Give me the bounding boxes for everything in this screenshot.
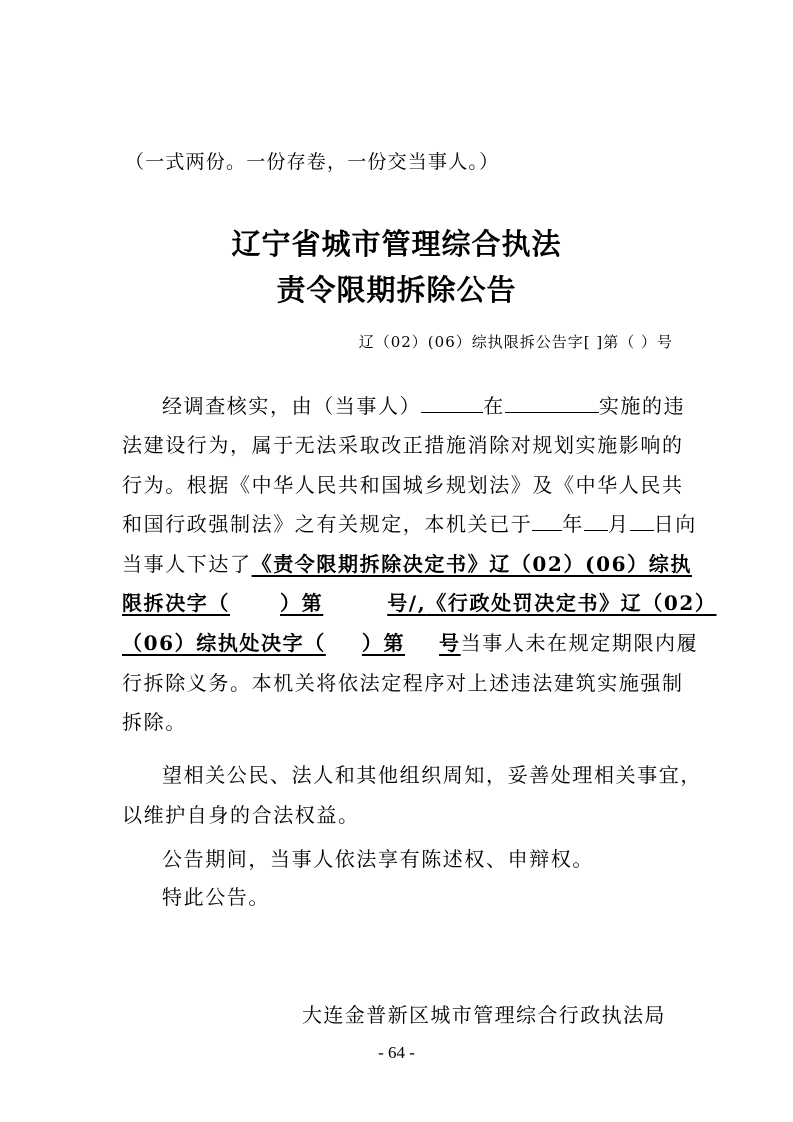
- body-line-4: 和国行政强制法》之有关规定，本机关已于 年 月 日向: [122, 508, 697, 537]
- year-blank: [532, 509, 562, 531]
- body-line-8: 行拆除义务。本机关将依法定程序对上述违法建筑实施强制: [122, 671, 684, 695]
- month-blank: [584, 509, 608, 531]
- body-line-6: 限拆决字（ ）第 号/,《行政处罚决定书》辽（02）: [122, 591, 717, 615]
- body-line-5: 当事人下达了《责令限期拆除决定书》辽（02）(06）综执: [122, 552, 692, 576]
- location-blank: [505, 391, 599, 413]
- paragraph-2-line-2: 以维护自身的合法权益。: [122, 803, 360, 827]
- body-line-9: 拆除。: [122, 710, 187, 734]
- page-number: - 64 -: [378, 1043, 415, 1062]
- day-blank: [630, 509, 654, 531]
- body-line-3: 行为。根据《中华人民共和国城乡规划法》及《中华人民共: [122, 473, 684, 497]
- paragraph-2-line-1: 望相关公民、法人和其他组织周知，妥善处理相关事宜，: [162, 763, 702, 787]
- document-title-line-1: 辽宁省城市管理综合执法: [231, 227, 562, 261]
- document-title-line-2: 责令限期拆除公告: [276, 273, 517, 307]
- document-number: 辽（02）(06）综执限拆公告字[ ]第（ ）号: [358, 333, 673, 351]
- copies-note: （一式两份。一份存卷，一份交当事人。）: [125, 151, 500, 173]
- demolition-decision-ref: 《责令限期拆除决定书》辽（02）(06）综执: [251, 552, 692, 576]
- paragraph-3: 公告期间，当事人依法享有陈述权、申辩权。: [162, 847, 594, 871]
- penalty-decision-ref: 《行政处罚决定书》辽（02）: [426, 591, 717, 615]
- issuing-authority: 大连金普新区城市管理综合行政执法局: [302, 1003, 666, 1027]
- body-line-2: 法建设行为，属于无法采取改正措施消除对规划实施影响的: [122, 433, 684, 457]
- body-line-7: （06）综执处决字（ ）第 号当事人未在规定期限内履: [122, 631, 699, 655]
- body-line-1: 经调查核实，由（当事人） 在 实施的违: [162, 390, 685, 419]
- party-blank: [421, 391, 483, 413]
- paragraph-4: 特此公告。: [162, 885, 270, 909]
